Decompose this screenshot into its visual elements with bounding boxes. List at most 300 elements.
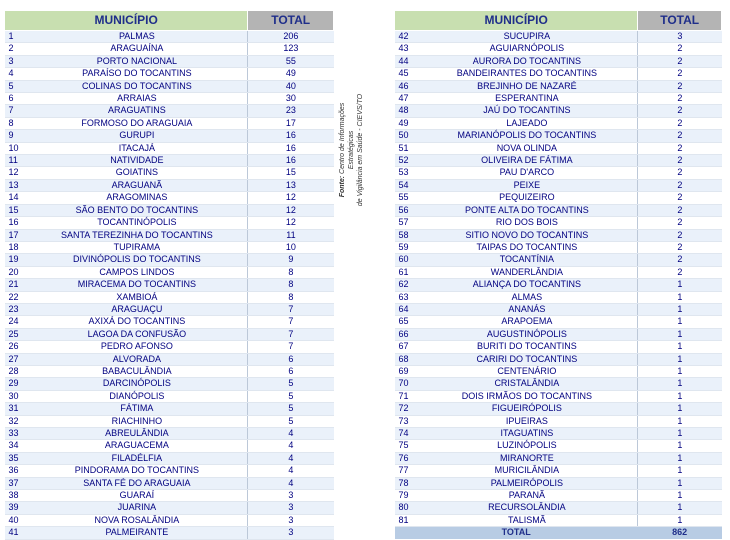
left-table-body — [5, 31, 334, 540]
municipio-cell: MIRANORTE — [416, 452, 637, 464]
row-number: 64 — [395, 303, 417, 315]
total-cell: 11 — [248, 229, 334, 241]
row-number: 58 — [395, 229, 417, 241]
source-label: Fonte: — [339, 175, 346, 198]
municipio-cell: ALVORADA — [26, 353, 247, 365]
municipio-cell: CARIRI DO TOCANTINS — [416, 353, 637, 365]
total-cell: 1 — [638, 303, 722, 315]
total-cell: 30 — [248, 93, 334, 105]
row-number: 39 — [5, 502, 27, 514]
row-number: 71 — [395, 390, 417, 402]
row-number: 66 — [395, 328, 417, 340]
municipio-cell: ESPERANTINA — [416, 93, 637, 105]
row-number: 55 — [395, 192, 417, 204]
row-number: 72 — [395, 403, 417, 415]
total-header: TOTAL — [248, 11, 334, 31]
municipio-cell: GOIATINS — [26, 167, 247, 179]
row-number: 44 — [395, 55, 417, 67]
municipio-cell: ANANÁS — [416, 303, 637, 315]
row-number: 22 — [5, 291, 27, 303]
table-row — [395, 217, 722, 229]
total-cell: 23 — [248, 105, 334, 117]
table-row — [395, 279, 722, 291]
table-row — [5, 117, 334, 129]
municipio-cell: ABREULÂNDIA — [26, 428, 247, 440]
total-cell: 3 — [248, 514, 334, 526]
table-row — [5, 378, 334, 390]
municipio-cell: AUGUSTINÓPOLIS — [416, 328, 637, 340]
row-number: 6 — [5, 93, 27, 105]
municipio-cell: SÃO BENTO DO TOCANTINS — [26, 204, 247, 216]
municipio-header: MUNICÍPIO — [5, 11, 248, 31]
table-row — [395, 241, 722, 253]
table-row — [5, 241, 334, 253]
table-row — [395, 266, 722, 278]
table-row — [395, 353, 722, 365]
row-number: 78 — [395, 477, 417, 489]
source-note — [338, 90, 372, 210]
table-row — [5, 353, 334, 365]
municipio-cell: BANDEIRANTES DO TOCANTINS — [416, 68, 637, 80]
municipio-cell: GURUPI — [26, 130, 247, 142]
table-row — [5, 502, 334, 514]
table-row — [395, 204, 722, 216]
row-number: 70 — [395, 378, 417, 390]
table-row — [395, 291, 722, 303]
row-number: 76 — [395, 452, 417, 464]
municipio-cell: IPUEIRAS — [416, 415, 637, 427]
municipio-cell: BURITI DO TOCANTINS — [416, 341, 637, 353]
municipio-cell: AGUIARNÓPOLIS — [416, 43, 637, 55]
table-row — [395, 428, 722, 440]
table-row — [5, 179, 334, 191]
row-number: 7 — [5, 105, 27, 117]
table-row — [395, 452, 722, 464]
total-cell: 6 — [248, 353, 334, 365]
municipio-cell: SITIO NOVO DO TOCANTINS — [416, 229, 637, 241]
table-row — [395, 117, 722, 129]
municipio-cell: XAMBIOÁ — [26, 291, 247, 303]
row-number: 67 — [395, 341, 417, 353]
total-cell: 10 — [248, 241, 334, 253]
municipio-cell: ARAGUANÃ — [26, 179, 247, 191]
municipio-cell: JUARINA — [26, 502, 247, 514]
total-cell: 3 — [638, 31, 722, 43]
row-number: 60 — [395, 254, 417, 266]
municipio-cell: PEDRO AFONSO — [26, 341, 247, 353]
municipio-cell: FIGUEIRÓPOLIS — [416, 403, 637, 415]
municipio-cell: LAGOA DA CONFUSÃO — [26, 328, 247, 340]
municipio-cell: TOCANTINÓPOLIS — [26, 217, 247, 229]
row-number: 34 — [5, 440, 27, 452]
municipality-table-right — [394, 10, 722, 539]
total-header: TOTAL — [638, 11, 722, 31]
table-row — [395, 68, 722, 80]
municipio-cell: BREJINHO DE NAZARÉ — [416, 80, 637, 92]
total-cell: 2 — [638, 167, 722, 179]
table-row — [395, 179, 722, 191]
municipio-cell: RECURSOLÂNDIA — [416, 502, 637, 514]
total-cell: 9 — [248, 254, 334, 266]
row-number: 63 — [395, 291, 417, 303]
municipio-cell: AXIXÁ DO TOCANTINS — [26, 316, 247, 328]
municipio-cell: ARAGUACEMA — [26, 440, 247, 452]
total-cell: 1 — [638, 477, 722, 489]
row-number: 31 — [5, 403, 27, 415]
total-cell: 2 — [638, 179, 722, 191]
total-cell: 2 — [638, 43, 722, 55]
table-row — [5, 167, 334, 179]
table-row — [5, 415, 334, 427]
municipio-cell: PALMAS — [26, 31, 247, 43]
total-cell: 8 — [248, 266, 334, 278]
municipio-cell: JAÚ DO TOCANTINS — [416, 105, 637, 117]
row-number: 59 — [395, 241, 417, 253]
row-number: 43 — [395, 43, 417, 55]
total-cell: 1 — [638, 415, 722, 427]
table-row — [5, 80, 334, 92]
table-row — [395, 105, 722, 117]
table-row — [5, 440, 334, 452]
total-cell: 1 — [638, 452, 722, 464]
municipio-cell: FILADÉLFIA — [26, 452, 247, 464]
municipio-cell: GUARAÍ — [26, 490, 247, 502]
table-row — [395, 341, 722, 353]
table-row — [5, 403, 334, 415]
row-number: 52 — [395, 155, 417, 167]
municipio-header: MUNICÍPIO — [395, 11, 638, 31]
table-row — [5, 465, 334, 477]
table-row — [5, 477, 334, 489]
table-row — [395, 31, 722, 43]
total-cell: 2 — [638, 117, 722, 129]
total-cell: 3 — [248, 527, 334, 539]
row-number: 80 — [395, 502, 417, 514]
row-number: 81 — [395, 514, 417, 526]
row-number: 47 — [395, 93, 417, 105]
total-cell: 13 — [248, 179, 334, 191]
row-number: 40 — [5, 514, 27, 526]
row-number: 29 — [5, 378, 27, 390]
total-cell: 1 — [638, 341, 722, 353]
total-cell: 49 — [248, 68, 334, 80]
municipio-cell: SUCUPIRA — [416, 31, 637, 43]
municipio-cell: PALMEIRÓPOLIS — [416, 477, 637, 489]
total-cell: 2 — [638, 266, 722, 278]
total-cell: 2 — [638, 241, 722, 253]
total-cell: 2 — [638, 105, 722, 117]
table-row — [5, 217, 334, 229]
total-cell: 8 — [248, 291, 334, 303]
total-cell: 1 — [638, 490, 722, 502]
municipio-cell: DOIS IRMÃOS DO TOCANTINS — [416, 390, 637, 402]
total-cell: 1 — [638, 316, 722, 328]
municipio-cell: MIRACEMA DO TOCANTINS — [26, 279, 247, 291]
municipio-cell: TUPIRAMA — [26, 241, 247, 253]
row-number: 3 — [5, 55, 27, 67]
municipio-cell: NATIVIDADE — [26, 155, 247, 167]
table-row — [5, 31, 334, 43]
row-number: 13 — [5, 179, 27, 191]
table-row — [5, 490, 334, 502]
table-row — [395, 514, 722, 526]
total-cell: 55 — [248, 55, 334, 67]
total-cell: 123 — [248, 43, 334, 55]
header-row — [5, 11, 334, 31]
total-cell: 2 — [638, 142, 722, 154]
table-row — [5, 303, 334, 315]
total-cell: 12 — [248, 192, 334, 204]
table-row — [395, 502, 722, 514]
row-number: 5 — [5, 80, 27, 92]
municipio-cell: DIANÓPOLIS — [26, 390, 247, 402]
municipio-cell: ALMAS — [416, 291, 637, 303]
row-number: 26 — [5, 341, 27, 353]
table-row — [5, 316, 334, 328]
total-cell: 16 — [248, 130, 334, 142]
municipio-cell: RIACHINHO — [26, 415, 247, 427]
table-row — [395, 192, 722, 204]
total-value: 862 — [638, 527, 722, 539]
municipio-cell: PEQUIZEIRO — [416, 192, 637, 204]
municipio-cell: FÁTIMA — [26, 403, 247, 415]
row-number: 35 — [5, 452, 27, 464]
table-row — [395, 254, 722, 266]
municipio-cell: SANTA FÉ DO ARAGUAIA — [26, 477, 247, 489]
total-cell: 2 — [638, 130, 722, 142]
table-row — [5, 452, 334, 464]
row-number: 75 — [395, 440, 417, 452]
total-cell: 1 — [638, 465, 722, 477]
municipio-cell: ARAGOMINAS — [26, 192, 247, 204]
total-cell: 4 — [248, 477, 334, 489]
municipio-cell: TOCANTÍNIA — [416, 254, 637, 266]
table-row — [395, 80, 722, 92]
row-number: 54 — [395, 179, 417, 191]
municipio-cell: ALIANÇA DO TOCANTINS — [416, 279, 637, 291]
municipio-cell: CAMPOS LINDOS — [26, 266, 247, 278]
row-number: 21 — [5, 279, 27, 291]
municipio-cell: ARAPOEMA — [416, 316, 637, 328]
total-cell: 5 — [248, 378, 334, 390]
table-row — [5, 291, 334, 303]
right-table-body — [395, 31, 722, 527]
row-number: 36 — [5, 465, 27, 477]
table-row — [5, 365, 334, 377]
total-cell: 1 — [638, 378, 722, 390]
municipio-cell: PARANÃ — [416, 490, 637, 502]
table-row — [395, 93, 722, 105]
municipio-cell: WANDERLÂNDIA — [416, 266, 637, 278]
municipio-cell: LAJEADO — [416, 117, 637, 129]
total-cell: 4 — [248, 440, 334, 452]
table-row — [395, 328, 722, 340]
row-number: 73 — [395, 415, 417, 427]
row-number: 45 — [395, 68, 417, 80]
table-row — [395, 229, 722, 241]
table-row — [5, 155, 334, 167]
total-cell: 7 — [248, 303, 334, 315]
total-cell: 2 — [638, 192, 722, 204]
total-cell: 5 — [248, 390, 334, 402]
municipio-cell: ARRAIAS — [26, 93, 247, 105]
table-row — [395, 55, 722, 67]
table-row — [395, 130, 722, 142]
municipality-table-left — [4, 10, 334, 540]
row-number: 74 — [395, 428, 417, 440]
row-number: 53 — [395, 167, 417, 179]
municipio-cell: ITAGUATINS — [416, 428, 637, 440]
table-row — [5, 428, 334, 440]
total-cell: 6 — [248, 365, 334, 377]
municipio-cell: TALISMÃ — [416, 514, 637, 526]
source-line-1: Centro de Informações Estratégicas — [339, 102, 355, 174]
row-number: 30 — [5, 390, 27, 402]
row-number: 38 — [5, 490, 27, 502]
table-row — [5, 229, 334, 241]
total-cell: 1 — [638, 403, 722, 415]
table-row — [395, 465, 722, 477]
total-row — [395, 527, 722, 539]
municipio-cell: PALMEIRANTE — [26, 527, 247, 539]
municipio-cell: BABACULÂNDIA — [26, 365, 247, 377]
row-number: 27 — [5, 353, 27, 365]
total-cell: 1 — [638, 514, 722, 526]
total-cell: 2 — [638, 254, 722, 266]
total-cell: 12 — [248, 217, 334, 229]
row-number: 4 — [5, 68, 27, 80]
row-number: 1 — [5, 31, 27, 43]
total-cell: 1 — [638, 328, 722, 340]
row-number: 23 — [5, 303, 27, 315]
table-row — [395, 303, 722, 315]
total-cell: 1 — [638, 365, 722, 377]
table-row — [395, 43, 722, 55]
total-cell: 16 — [248, 155, 334, 167]
table-row — [5, 514, 334, 526]
total-cell: 2 — [638, 55, 722, 67]
table-row — [395, 490, 722, 502]
table-row — [5, 341, 334, 353]
total-cell: 3 — [248, 490, 334, 502]
row-number: 61 — [395, 266, 417, 278]
row-number: 69 — [395, 365, 417, 377]
row-number: 33 — [5, 428, 27, 440]
row-number: 32 — [5, 415, 27, 427]
municipio-cell: PAU D'ARCO — [416, 167, 637, 179]
total-cell: 5 — [248, 403, 334, 415]
row-number: 10 — [5, 142, 27, 154]
total-cell: 4 — [248, 428, 334, 440]
row-number: 46 — [395, 80, 417, 92]
table-row — [5, 192, 334, 204]
municipio-cell: RIO DOS BOIS — [416, 217, 637, 229]
municipio-cell: ITACAJÁ — [26, 142, 247, 154]
table-row — [5, 266, 334, 278]
source-line-2: de Vigilância em Saúde - CIEVS/TO — [357, 93, 364, 207]
total-cell: 8 — [248, 279, 334, 291]
row-number: 51 — [395, 142, 417, 154]
total-label: TOTAL — [395, 527, 638, 539]
municipio-cell: FORMOSO DO ARAGUAIA — [26, 117, 247, 129]
table-row — [5, 55, 334, 67]
municipio-cell: NOVA OLINDA — [416, 142, 637, 154]
table-row — [5, 43, 334, 55]
row-number: 56 — [395, 204, 417, 216]
row-number: 49 — [395, 117, 417, 129]
row-number: 17 — [5, 229, 27, 241]
municipio-cell: TAIPAS DO TOCANTINS — [416, 241, 637, 253]
row-number: 42 — [395, 31, 417, 43]
total-cell: 2 — [638, 229, 722, 241]
municipio-cell: CRISTALÂNDIA — [416, 378, 637, 390]
table-row — [5, 279, 334, 291]
total-cell: 17 — [248, 117, 334, 129]
total-cell: 40 — [248, 80, 334, 92]
table-row — [395, 378, 722, 390]
table-row — [5, 142, 334, 154]
table-row — [395, 316, 722, 328]
row-number: 25 — [5, 328, 27, 340]
municipio-cell: NOVA ROSALÂNDIA — [26, 514, 247, 526]
municipio-cell: SANTA TEREZINHA DO TOCANTINS — [26, 229, 247, 241]
row-number: 65 — [395, 316, 417, 328]
row-number: 16 — [5, 217, 27, 229]
total-cell: 2 — [638, 68, 722, 80]
header-row — [395, 11, 722, 31]
table-row — [5, 130, 334, 142]
total-cell: 2 — [638, 93, 722, 105]
table-row — [395, 167, 722, 179]
municipio-cell: LUZINÓPOLIS — [416, 440, 637, 452]
total-cell: 7 — [248, 341, 334, 353]
table-row — [395, 142, 722, 154]
table-row — [5, 204, 334, 216]
municipio-cell: PORTO NACIONAL — [26, 55, 247, 67]
table-row — [5, 328, 334, 340]
row-number: 24 — [5, 316, 27, 328]
municipio-cell: OLIVEIRA DE FÁTIMA — [416, 155, 637, 167]
municipio-cell: DIVINÓPOLIS DO TOCANTINS — [26, 254, 247, 266]
row-number: 15 — [5, 204, 27, 216]
total-cell: 2 — [638, 217, 722, 229]
total-cell: 7 — [248, 316, 334, 328]
municipio-cell: PINDORAMA DO TOCANTINS — [26, 465, 247, 477]
row-number: 68 — [395, 353, 417, 365]
table-row — [5, 390, 334, 402]
total-cell: 2 — [638, 204, 722, 216]
total-cell: 5 — [248, 415, 334, 427]
row-number: 62 — [395, 279, 417, 291]
table-row — [395, 390, 722, 402]
total-cell: 15 — [248, 167, 334, 179]
total-cell: 1 — [638, 428, 722, 440]
municipio-cell: PARAÍSO DO TOCANTINS — [26, 68, 247, 80]
total-cell: 12 — [248, 204, 334, 216]
table-row — [395, 415, 722, 427]
municipio-cell: AURORA DO TOCANTINS — [416, 55, 637, 67]
municipio-cell: ARAGUATINS — [26, 105, 247, 117]
total-cell: 3 — [248, 502, 334, 514]
row-number: 28 — [5, 365, 27, 377]
table-row — [395, 477, 722, 489]
row-number: 41 — [5, 527, 27, 539]
total-cell: 1 — [638, 279, 722, 291]
table-row — [5, 105, 334, 117]
total-cell: 1 — [638, 390, 722, 402]
table-row — [5, 93, 334, 105]
municipio-cell: DARCINÓPOLIS — [26, 378, 247, 390]
